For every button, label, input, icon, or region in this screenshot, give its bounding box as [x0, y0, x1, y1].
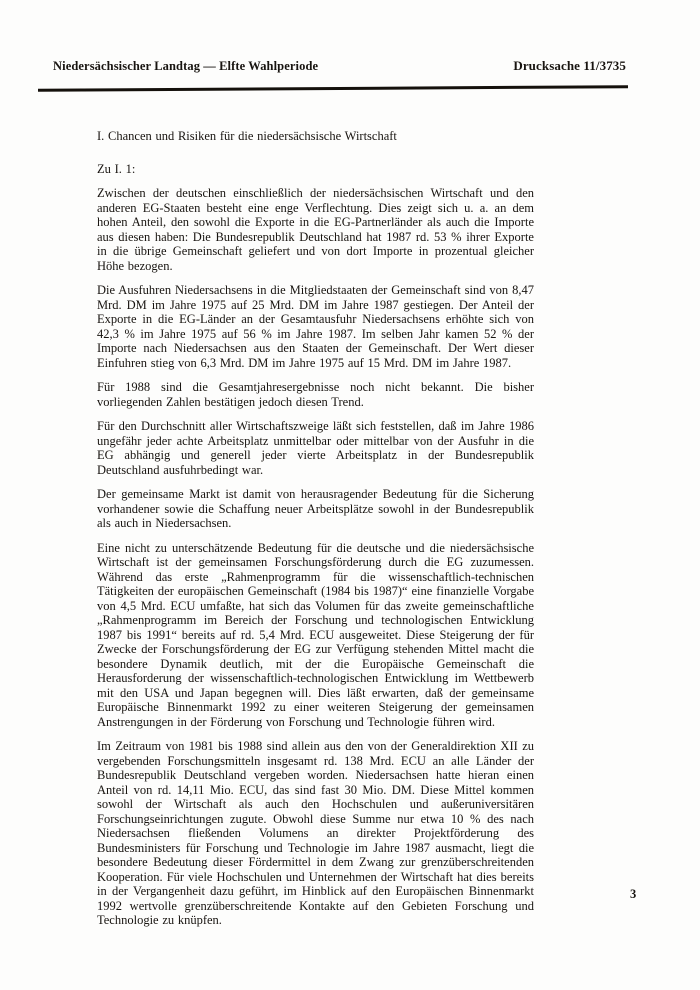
paragraph-export-figures: Die Ausfuhren Niedersachsens in die Mitgliedstaaten der Gemeinschaft sind von 8,47 Mrd. DM im Jahre 1975 auf 25 Mrd. DM im Jahre 1987 gestiegen. Der Anteil der Exporte in die EG-Länder an der Gesamtausfuhr Niedersachsens erhöhte sich von 42,3 % im Jahre 1975 auf 56 % im Jahre 1987. Im selben Jahr kamen 52 % der Importe nach Niedersachsen aus den Staaten der Gemeinschaft. Der Wert dieser Einfuhren stieg von 6,3 Mrd. DM im Jahre 1975 auf 15 Mrd. DM im Jahre 1987. [97, 283, 534, 370]
header-title: Niedersächsischer Landtag — Elfte Wahlperiode [53, 59, 319, 73]
paragraph-1988-results: Für 1988 sind die Gesamtjahresergebnisse noch nicht bekannt. Die bisher vorliegenden Zahlen bestätigen jedoch diesen Trend. [97, 380, 534, 409]
section-heading: I. Chancen und Risiken für die niedersächsische Wirtschaft [97, 129, 397, 143]
paragraph-jobs-dependency: Für den Durchschnitt aller Wirtschaftszweige läßt sich feststellen, daß im Jahre 1986 ungefähr jeder achte Arbeitsplatz unmittelbar oder mittelbar von der Ausfuhr in die EG abhängig und generell jeder vierte Arbeitsplatz in der Bundesrepublik Deutschland ausfuhrbedingt war. [97, 419, 534, 477]
header-rule [38, 85, 628, 92]
paragraph-funding-period-1981-1988: Im Zeitraum von 1981 bis 1988 sind allein aus den von der Generaldirektion XII zu vergebenden Forschungsmitteln insgesamt rd. 138 Mrd. ECU an alle Länder der Bundesrepublik Deutschland vergeben worden. Niedersachsen hatte hieran einen Anteil von rd. 14,11 Mio. ECU, das sind fast 30 Mio. DM. Diese Mittel kommen sowohl der Wirtschaft als auch den Hochschulen und außeruniversitären Forschungseinrichtungen zugute. Obwohl diese Summe nur etwa 10 % des nach Niedersachsen fließenden Volumens an direkter Projektförderung des Bundesministers für Forschung und Technologie im Jahre 1987 ausmacht, liegt die besondere Bedeutung dieser Fördermittel in dem Zwang zur grenzüberschreitenden Kooperation. Für viele Hochschulen und Unternehmen der Wirtschaft hat dies bereits in der Vergangenheit dazu geführt, im Hinblick auf den Europäischen Binnenmarkt 1992 wertvolle grenzüberschreitende Kontakte auf den Gebieten Forschung und Technologie zu knüpfen. [97, 739, 534, 927]
paragraph-trade-interdependence: Zwischen der deutschen einschließlich der niedersächsischen Wirtschaft und den anderen EG-Staaten besteht eine enge Verflechtung. Dies zeigt sich u. a. an dem hohen Anteil, den sowohl die Exporte in die EG-Partnerländer als auch die Importe aus diesen haben: Die Bundesrepublik Deutschland hat 1987 rd. 53 % ihrer Exporte in die übrige Gemeinschaft geliefert und von dort Importe in prozentual gleicher Höhe bezogen. [97, 186, 534, 273]
subsection-label: Zu I. 1: [97, 161, 136, 176]
page-number: 3 [630, 887, 637, 901]
document-header [53, 58, 626, 74]
paragraph-common-market-importance: Der gemeinsame Markt ist damit von herausragender Bedeutung für die Sicherung vorhandener sowie die Schaffung neuer Arbeitsplätze sowohl in der Bundesrepublik als auch in Niedersachsen. [97, 487, 534, 530]
paragraph-research-funding: Eine nicht zu unterschätzende Bedeutung für die deutsche und die niedersächsische Wirtschaft ist der gemeinsamen Forschungsförderung durch die EG zuzumessen. Während das erste „Rahmenprogramm für die wissenschaftlich-technischen Tätigkeiten der europäischen Gemeinschaft (1984 bis 1987)“ eine finanzielle Vorgabe von 4,5 Mrd. ECU umfaßte, hat sich das Volumen für das zweite gemeinschaftliche „Rahmenprogramm im Bereich der Forschung und technologischen Entwicklung 1987 bis 1991“ bereits auf rd. 5,4 Mrd. ECU ausgeweitet. Diese Steigerung der für Zwecke der Forschungsförderung der EG zur Verfügung stehenden Mittel macht die besondere Dynamik deutlich, mit der die Europäische Gemeinschaft die Herausforderung der wissenschaftlich-technologischen Entwicklung im Wettbewerb mit den USA und Japan begegnen will. Dies läßt erwarten, daß der gemeinsame Europäische Binnenmarkt 1992 zu einer weiteren Steigerung der gemeinsamen Anstrengungen in der Förderung von Forschung und Technologie führen wird. [97, 540, 534, 729]
header-document-number: Drucksache 11/3735 [513, 58, 626, 73]
document-body [97, 129, 534, 938]
